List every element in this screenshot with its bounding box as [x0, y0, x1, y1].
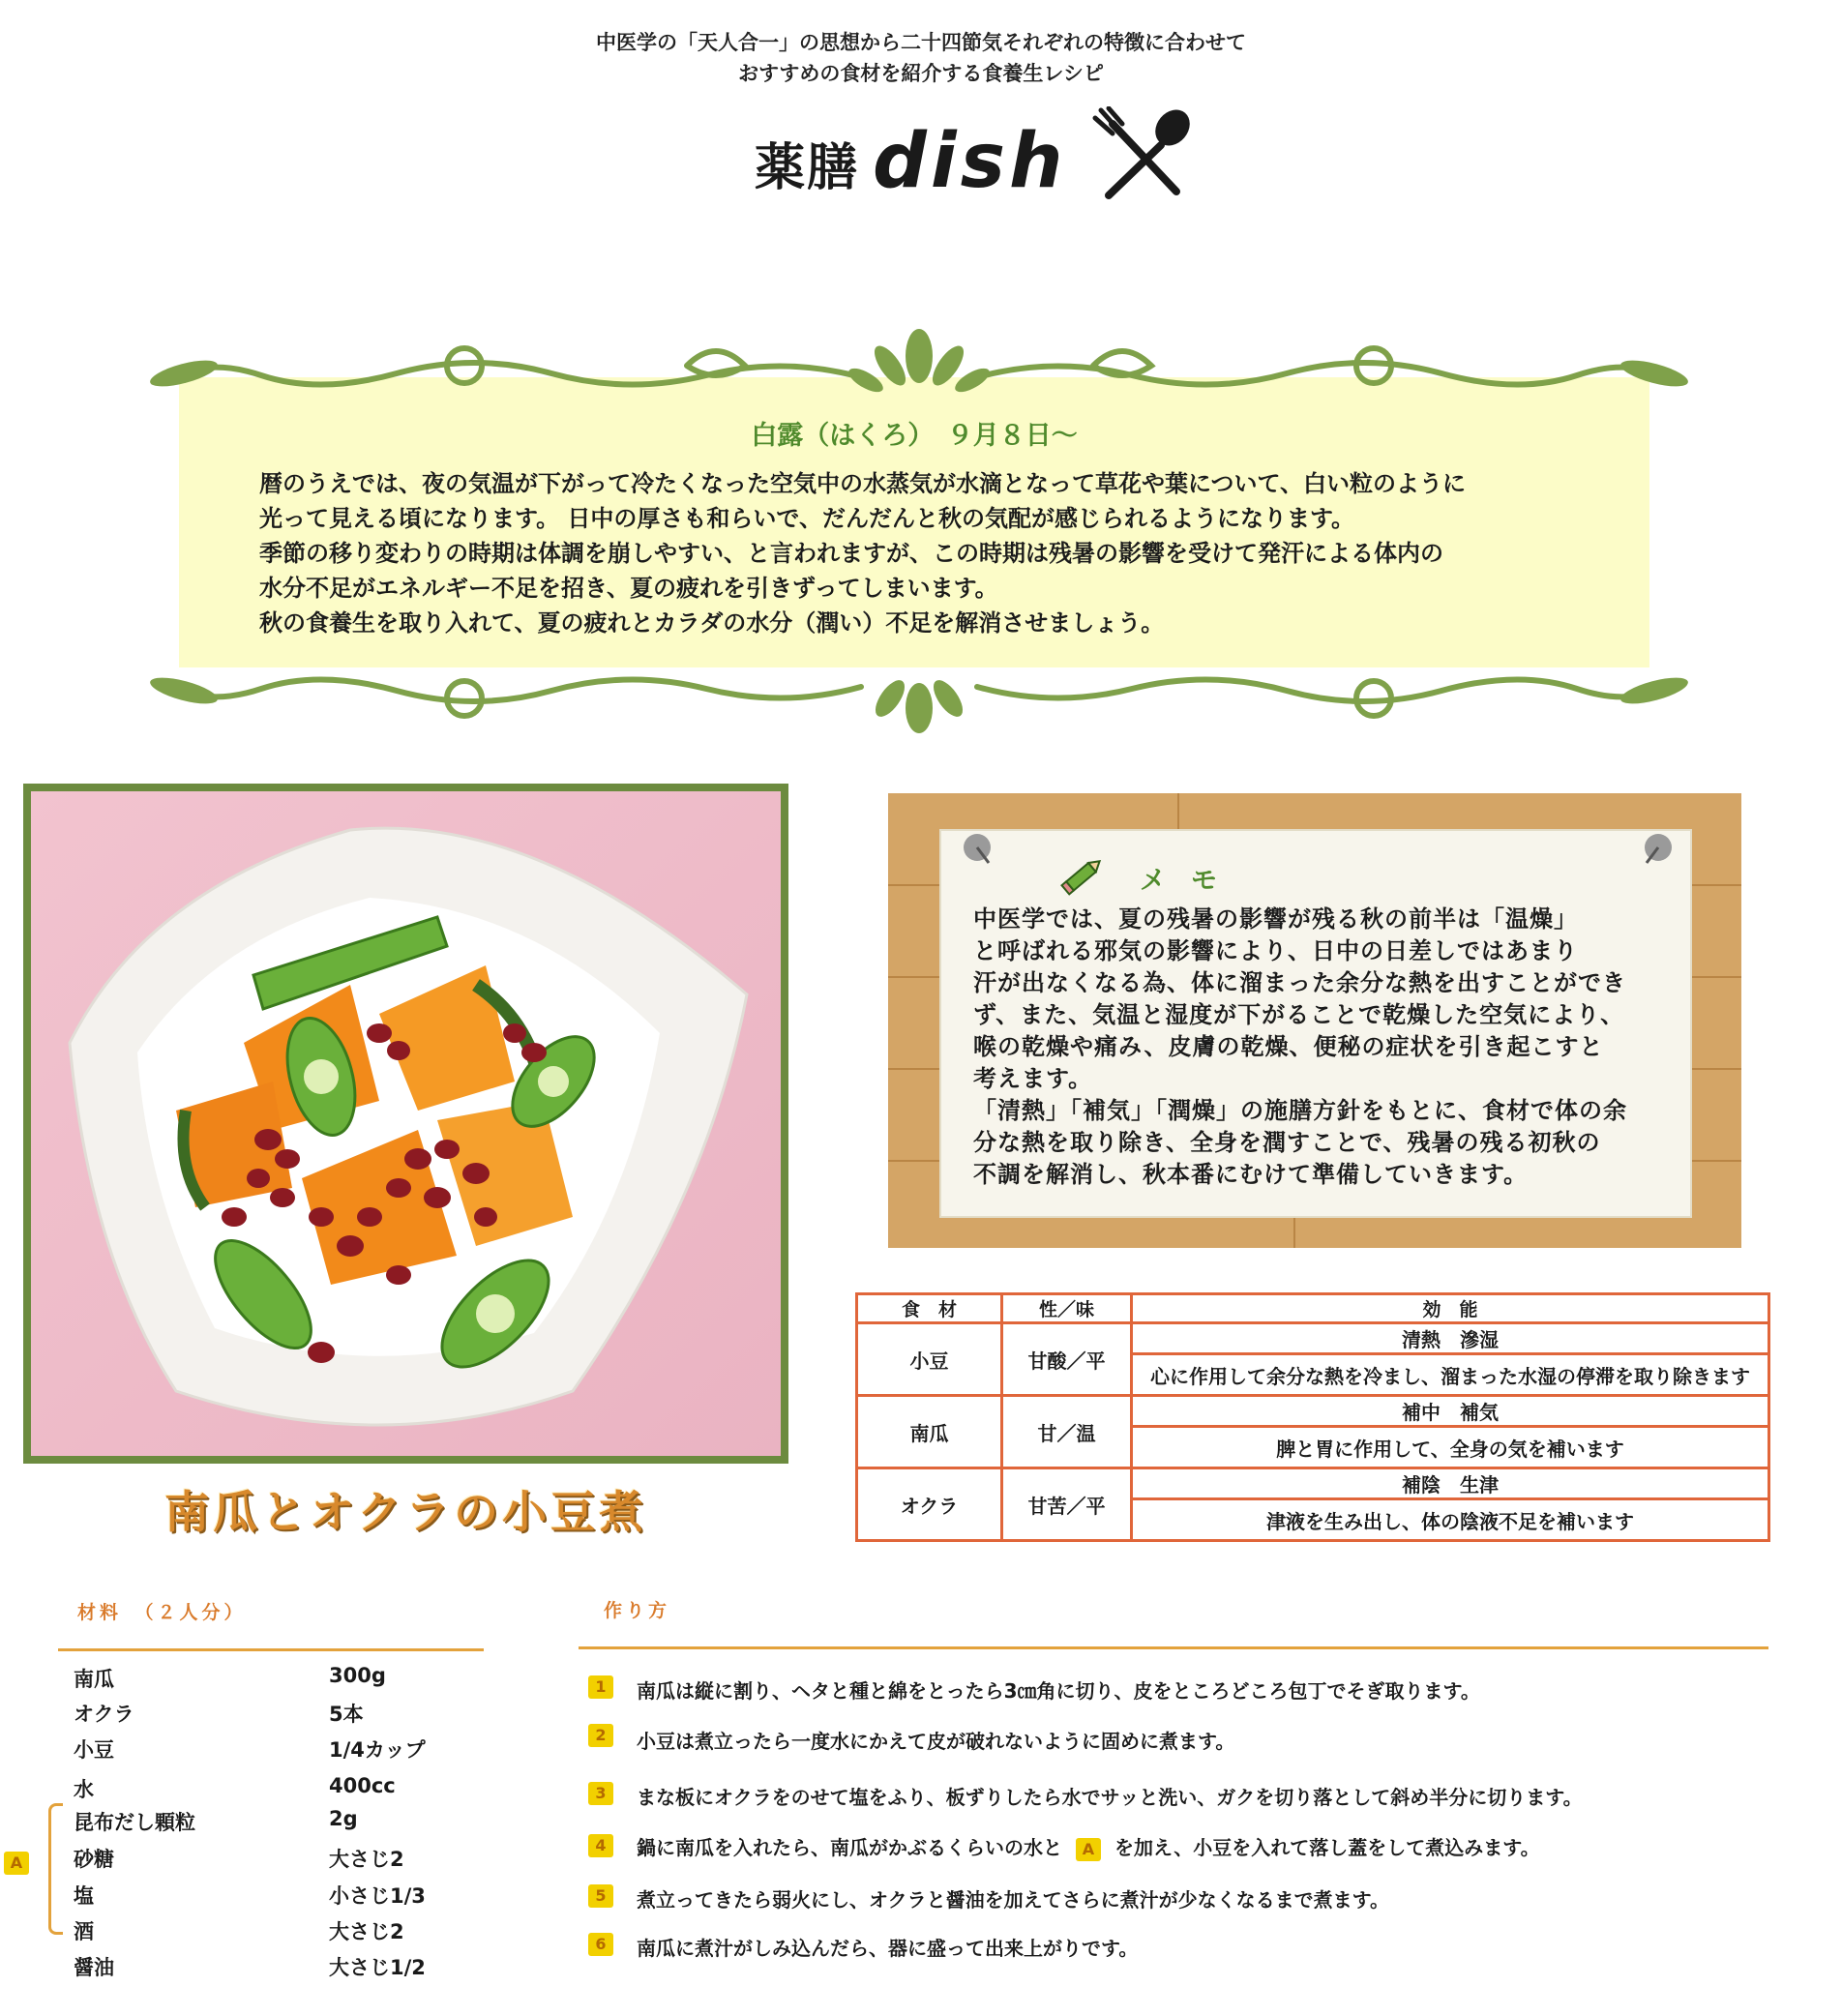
pencil-icon: [1060, 855, 1105, 896]
table-header: 食 材: [857, 1294, 1002, 1323]
memo-line: 不調を解消し、秋本番にむけて準備していきます。: [973, 1161, 1529, 1188]
step-number: 5: [588, 1884, 613, 1908]
step-text: まな板にオクラをのせて塩をふり、板ずりしたら水でサッと洗い、ガクを切り落として斜め半分に切ります。: [637, 1786, 1583, 1809]
table-row: [857, 1323, 1769, 1354]
ingredient-taste: 甘苦／平: [1002, 1468, 1132, 1541]
table-header: 性／味: [1002, 1294, 1132, 1323]
tagline-line1: 中医学の「天人合一」の思想から二十四節気それぞれの特徴に合わせて: [596, 31, 1246, 54]
memo-text: [973, 904, 1670, 1191]
flourish-bottom: [145, 650, 1693, 737]
material-name: 醤油: [74, 1956, 114, 1979]
step-text-part: を加え、小豆を入れて落し蓋をして煮込みます。: [1114, 1836, 1540, 1859]
step-number: 1: [588, 1675, 613, 1699]
tagline-line2: おすすめの食材を紹介する食養生レシピ: [738, 62, 1104, 85]
season-title: 白露（はくろ） ９月８日～: [751, 421, 1078, 451]
season-line: 秋の食養生を取り入れて、夏の疲れとカラダの水分（潤い）不足を解消させましょう。: [259, 609, 1165, 637]
ingredient-desc: 脾と胃に作用して、全身の気を補います: [1132, 1427, 1769, 1468]
logo: [755, 108, 1067, 205]
table-header-row: [857, 1294, 1769, 1323]
step-number: 6: [588, 1933, 613, 1956]
fork-spoon-icon: [1091, 106, 1192, 203]
memo-line: 汗が出なくなる為、体に溜まった余分な熱を出すことができ: [973, 969, 1626, 996]
ingredient-desc: 心に作用して余分な熱を冷まし、溜まった水湿の停滞を取り除きます: [1132, 1354, 1769, 1396]
ingredient-effect: 補陰 生津: [1132, 1468, 1769, 1499]
dish-photo: [23, 784, 788, 1464]
step-text: 煮立ってきたら弱火にし、オクラと醤油を加えてさらに煮汁が少なくなるまで煮ます。: [637, 1888, 1389, 1912]
step-text-part: 鍋に南瓜を入れたら、南瓜がかぶるくらいの水と: [637, 1836, 1062, 1859]
ingredient-desc: 津液を生み出し、体の陰液不足を補います: [1132, 1499, 1769, 1541]
step-text: 南瓜に煮汁がしみ込んだら、器に盛って出来上がりです。: [637, 1937, 1139, 1960]
memo-line: 中医学では、夏の残暑の影響が残る秋の前半は「温燥」: [973, 905, 1578, 933]
material-qty: 400cc: [329, 1774, 396, 1797]
group-a-badge: A: [4, 1852, 29, 1875]
ingredient-taste: 甘／温: [1002, 1396, 1132, 1468]
ingredient-taste: 甘酸／平: [1002, 1323, 1132, 1396]
material-qty: 2g: [329, 1807, 358, 1830]
memo-line: ず、また、気温と湿度が下がることで乾燥した空気により、: [973, 1001, 1625, 1028]
ingredient-name: オクラ: [857, 1468, 1002, 1541]
step-text: [637, 1832, 1540, 1861]
material-qty: 大さじ2: [329, 1920, 404, 1943]
table-row: [857, 1396, 1769, 1427]
group-a-badge: A: [1076, 1838, 1101, 1861]
season-line: 光って見える頃になります。 日中の厚さも和らいで、だんだんと秋の気配が感じられるようになります。: [259, 505, 1355, 532]
ingredient-name: 小豆: [857, 1323, 1002, 1396]
group-a-bracket: [48, 1803, 63, 1935]
dish-illustration: [31, 791, 781, 1456]
material-name: 水: [74, 1778, 94, 1801]
step-text: 小豆は煮立ったら一度水にかえて皮が破れないように固めに煮ます。: [637, 1730, 1235, 1753]
material-name: 昆布だし顆粒: [74, 1811, 195, 1834]
season-line: 水分不足がエネルギー不足を招き、夏の疲れを引きずってしまいます。: [259, 575, 998, 602]
material-qty: 大さじ1/2: [329, 1956, 426, 1979]
flourish-top: [145, 327, 1693, 414]
season-text: [259, 466, 1594, 640]
material-name: 砂糖: [74, 1848, 114, 1871]
logo-en: dish: [873, 118, 1067, 205]
materials-heading: 材料 （２人分）: [77, 1602, 247, 1623]
step-number: 2: [588, 1724, 613, 1747]
memo-title: メモ: [1140, 866, 1242, 896]
memo-line: 考えます。: [973, 1065, 1093, 1092]
material-name: オクラ: [74, 1703, 134, 1726]
logo-ja: 薬膳: [755, 139, 860, 197]
material-qty: 5本: [329, 1703, 364, 1726]
material-name: 南瓜: [74, 1668, 114, 1691]
memo-line: 分な熱を取り除き、全身を潤すことで、残暑の残る初秋の: [973, 1129, 1601, 1156]
steps-divider: [579, 1646, 1768, 1649]
step-text: 南瓜は縦に割り、ヘタと種と綿をとったら3㎝角に切り、皮をところどころ包丁でそぎ取ります。: [637, 1679, 1480, 1703]
ingredient-effect: 清熱 滲湿: [1132, 1323, 1769, 1354]
table-row: [857, 1468, 1769, 1499]
season-line: 季節の移り変わりの時期は体調を崩しやすい、と言われますが、この時期は残暑の影響を受けて発汗による体内の: [259, 540, 1443, 567]
ingredient-effect: 補中 補気: [1132, 1396, 1769, 1427]
steps-heading: 作り方: [604, 1600, 671, 1621]
memo-line: と呼ばれる邪気の影響により、日中の日差しではあまり: [973, 937, 1578, 964]
material-qty: 大さじ2: [329, 1848, 404, 1871]
ingredient-name: 南瓜: [857, 1396, 1002, 1468]
material-qty: 300g: [329, 1664, 386, 1687]
season-line: 暦のうえでは、夜の気温が下がって冷たくなった空気中の水蒸気が水滴となって草花や葉について、白い粒のように: [259, 470, 1467, 497]
step-number: 4: [588, 1834, 613, 1857]
material-name: 塩: [74, 1884, 94, 1908]
ingredient-table: [855, 1292, 1770, 1542]
material-name: 小豆: [74, 1738, 114, 1762]
material-qty: 小さじ1/3: [329, 1884, 426, 1908]
table-header: 効 能: [1132, 1294, 1769, 1323]
dish-title: 南瓜とオクラの小豆煮: [163, 1486, 648, 1538]
material-name: 酒: [74, 1920, 94, 1943]
memo-line: 喉の乾燥や痛み、皮膚の乾燥、便秘の症状を引き起こすと: [973, 1033, 1604, 1060]
step-number: 3: [588, 1782, 613, 1805]
material-qty: 1/4カップ: [329, 1738, 426, 1762]
memo-line: 「清熱」「補気」「潤燥」の施膳方針をもとに、食材で体の余: [973, 1097, 1627, 1124]
materials-divider: [58, 1648, 484, 1651]
